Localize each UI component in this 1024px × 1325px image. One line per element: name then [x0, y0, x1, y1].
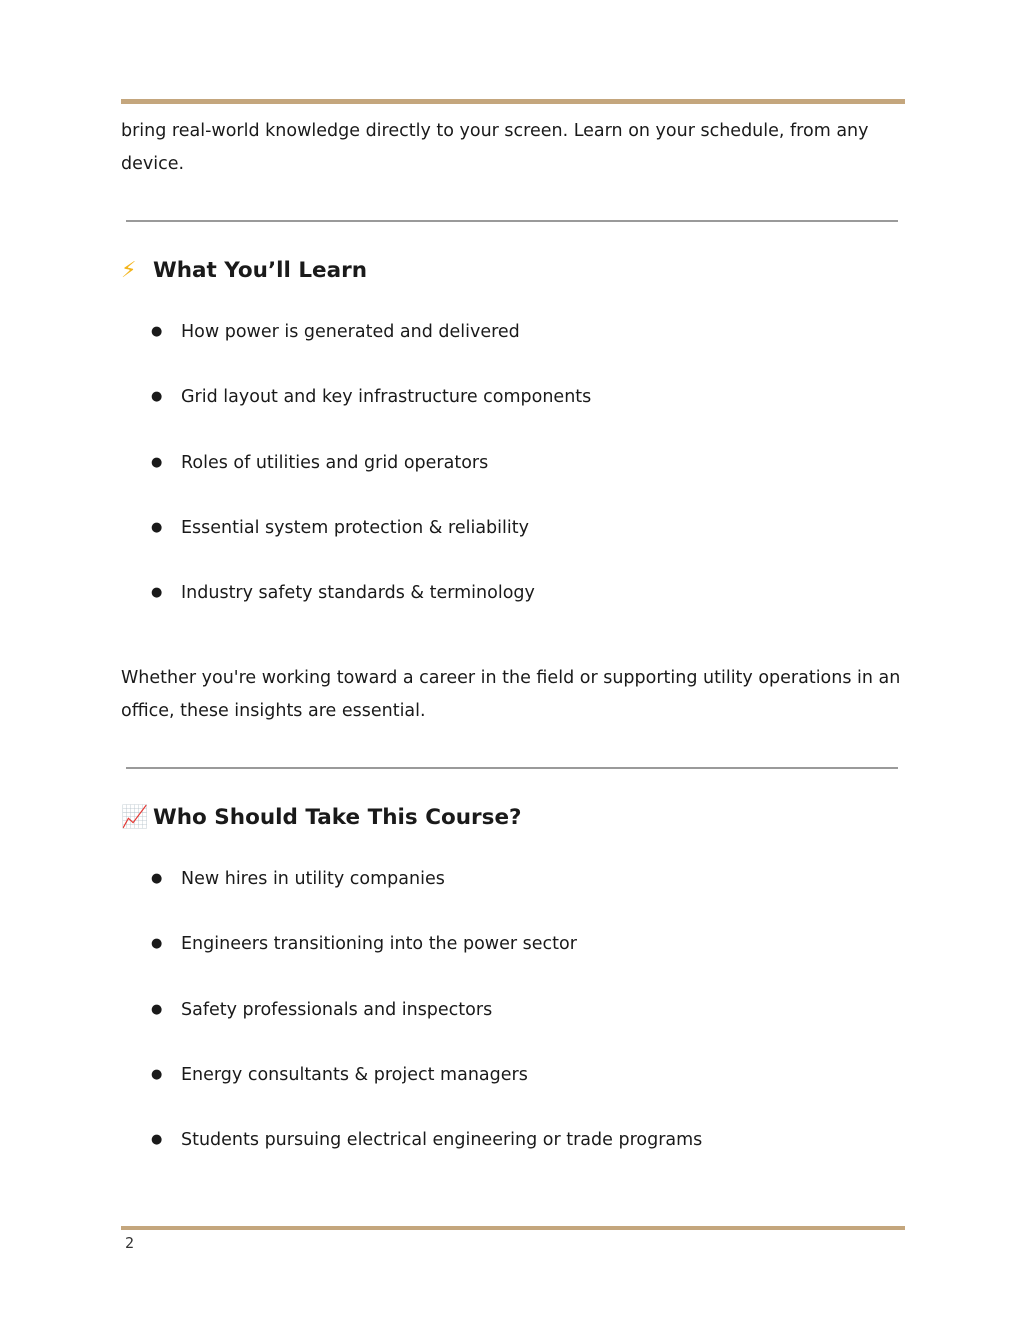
- intro-paragraph: [121, 115, 905, 181]
- career-note-line-2: office, these insights are essential.: [121, 701, 426, 721]
- audience-heading-text: Who Should Take This Course?: [153, 805, 522, 830]
- lightning-bolt-icon: ⚡: [121, 258, 137, 283]
- chart-increasing-icon: 📈: [121, 805, 149, 830]
- page-number: 2: [125, 1234, 135, 1252]
- section-divider-2: [126, 767, 898, 769]
- bullet-icon: ●: [151, 871, 163, 886]
- audience-heading: [121, 805, 522, 830]
- bullet-icon: ●: [151, 1132, 163, 1148]
- document-page: bring real-world knowledge directly to your screen. Learn on your schedule, from any device. ⚡ What You’ll Learn ● How power is generated and delivered ● Grid layout and key infrastructure components ● Roles of utilities and grid operators ● Essential system protection & reliability ● Industry safety standards & terminology Whether you're working toward a career in the field or supporting utility operations in an office, these insights are essential. 📈 Who Should Take This Course? ● New hires in utility companies ● Engineers transitioning into the power sector ● Safety professionals and inspectors ● Energy consultants & project managers ● Students pursuing electrical engineering or trade programs 2: [121, 0, 905, 1325]
- intro-line-1: bring real-world knowledge directly to your screen. Learn on your schedule, from any: [121, 121, 869, 141]
- career-note-line-1: Whether you're working toward a career in the field or supporting utility operations in an: [121, 668, 901, 688]
- bottom-accent-rule: [121, 1226, 905, 1230]
- career-note-paragraph: [121, 662, 905, 728]
- bullet-icon: ●: [151, 389, 163, 405]
- bullet-icon: ●: [151, 454, 163, 470]
- bullet-icon: ●: [151, 519, 163, 535]
- top-accent-rule: [121, 99, 905, 104]
- learn-heading-text: What You’ll Learn: [153, 258, 368, 283]
- intro-line-2: device.: [121, 154, 185, 174]
- bullet-icon: ●: [151, 324, 163, 339]
- bullet-icon: ●: [151, 585, 163, 601]
- learn-heading: [121, 258, 367, 283]
- bullet-icon: ●: [151, 1001, 163, 1017]
- bullet-icon: ●: [151, 936, 163, 952]
- section-divider-1: [126, 220, 898, 222]
- bullet-icon: ●: [151, 1066, 163, 1082]
